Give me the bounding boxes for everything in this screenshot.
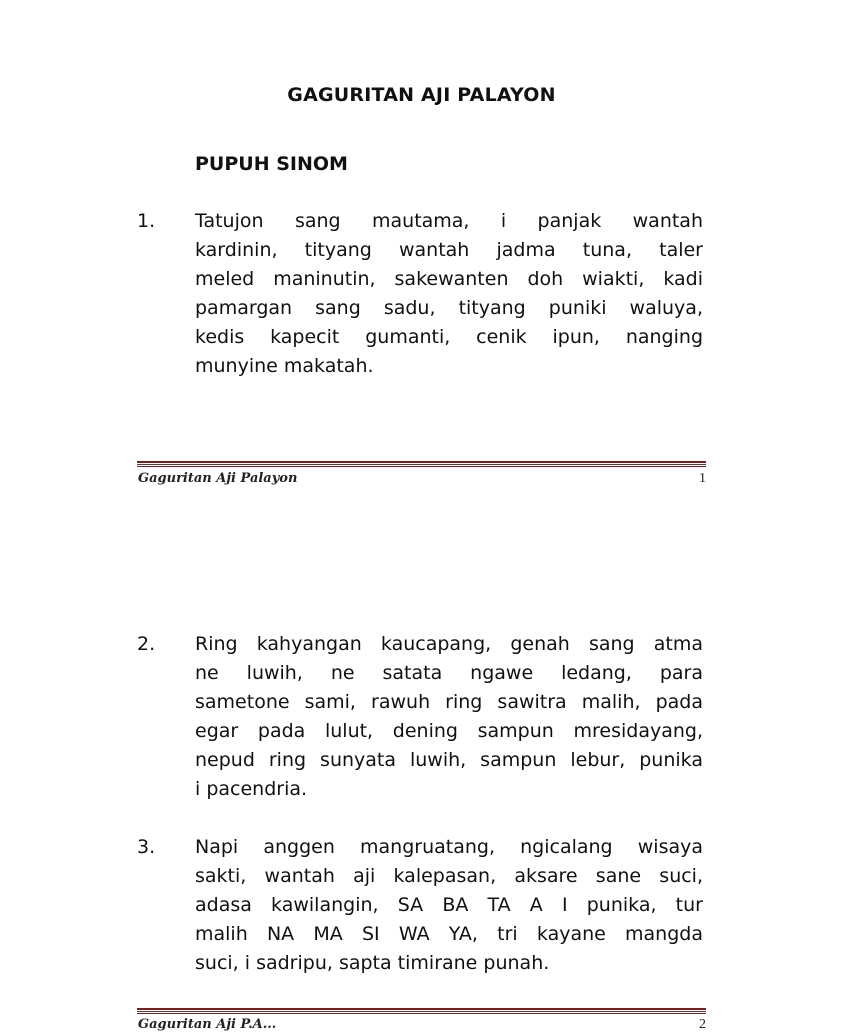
stanza-line: munyine makatah. [195,355,374,377]
stanza-line: egar pada lulut, dening sampun mresidayang, [195,720,703,742]
stanza-line: Ring kahyangan kaucapang, genah sang atma [195,633,703,655]
stanza-line: kardinin, tityang wantah jadma tuna, taler [195,239,703,261]
stanza-number: 1. [137,210,156,232]
footer-page-number: 2 [699,1017,706,1032]
stanza-number: 2. [137,633,156,655]
stanza-line: kedis kapecit gumanti, cenik ipun, nanging [195,326,703,348]
stanza-line: pamargan sang sadu, tityang puniki waluya, [195,297,703,319]
stanza-line: meled maninutin, sakewanten doh wiakti, kadi [195,268,703,290]
footer-page-number: 1 [699,471,706,486]
stanza-2 [137,630,703,804]
stanza-line: nepud ring sunyata luwih, sampun lebur, punika [195,749,703,771]
footer-document-title: Gaguritan Aji P.A... [138,1017,277,1032]
stanza-1 [137,207,703,381]
stanza-line: malih NA MA SI WA YA, tri kayane mangda [195,923,703,945]
section-heading: PUPUH SINOM [195,153,348,175]
stanza-3 [137,833,703,978]
stanza-line: Tatujon sang mautama, i panjak wantah [195,210,703,232]
footer-rule [137,1008,706,1014]
stanza-line: sametone sami, rawuh ring sawitra malih, pada [195,691,703,713]
stanza-line: suci, i sadripu, sapta timirane punah. [195,952,550,974]
stanza-line: sakti, wantah aji kalepasan, aksare sane suci, [195,865,703,887]
stanza-text [195,833,703,978]
stanza-line: adasa kawilangin, SA BA TA A I punika, tur [195,894,703,916]
footer-document-title: Gaguritan Aji Palayon [138,471,298,486]
footer-rule [137,461,706,467]
stanza-line: Napi anggen mangruatang, ngicalang wisaya [195,836,703,858]
stanza-text [195,207,703,381]
stanza-number: 3. [137,836,156,858]
stanza-text [195,630,703,804]
page-title: GAGURITAN AJI PALAYON [287,84,556,106]
stanza-line: i pacendria. [195,778,308,800]
stanza-line: ne luwih, ne satata ngawe ledang, para [195,662,703,684]
